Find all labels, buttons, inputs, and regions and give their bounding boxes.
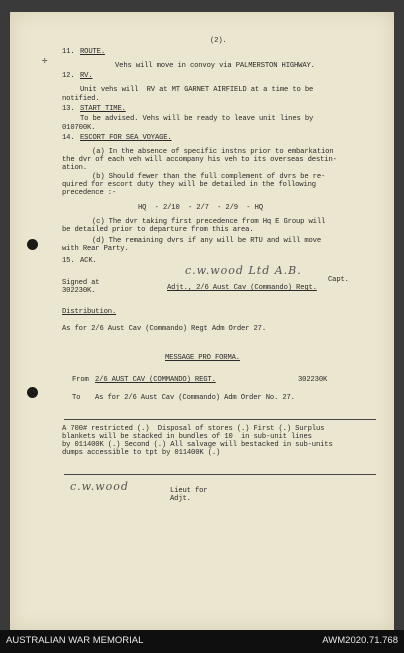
- to-value: As for 2/6 Aust Cav (Commando) Adm Order No. 27.: [95, 394, 295, 402]
- signed-role: Adjt., 2/6 Aust Cav (Commando) Regt.: [167, 284, 317, 292]
- item-14-b-2: quired for escort duty they will be detailed in the following: [62, 181, 316, 189]
- from-label: From: [72, 376, 89, 384]
- item-15-num: 15.: [62, 257, 75, 265]
- message-body-2: blankets will be stacked in bundles of 10 in sub-unit lines: [62, 433, 312, 441]
- item-13-text-1: To be advised. Vehs will be ready to leave unit lines by: [80, 115, 314, 123]
- message-body-4: dumps accessible to tpt by 011400K (.): [62, 449, 221, 457]
- item-14-head: ESCORT FOR SEA VOYAGE.: [80, 134, 172, 142]
- message-title: MESSAGE PRO FORMA.: [165, 354, 240, 362]
- page-number: (2).: [210, 37, 227, 45]
- item-11-text: Vehs will move in convoy via PALMERSTON HIGHWAY.: [115, 62, 315, 70]
- footer-source: AUSTRALIAN WAR MEMORIAL: [6, 635, 144, 646]
- punch-hole-bottom: [27, 387, 38, 398]
- item-12-text-1: Unit vehs will RV at MT GARNET AIRFIELD at a time to be: [80, 86, 314, 94]
- signed-label: Signed at: [62, 279, 100, 287]
- from-time: 302230K: [298, 376, 328, 384]
- item-11-num: 11.: [62, 48, 75, 56]
- signed-rank: Capt.: [328, 276, 349, 284]
- item-12-text-2: notified.: [62, 95, 100, 103]
- from-value: 2/6 AUST CAV (COMMANDO) REGT.: [95, 376, 216, 384]
- item-14-c-2: be detailed prior to departure from this area.: [62, 226, 254, 234]
- footer-bar: [0, 630, 404, 653]
- item-12-num: 12.: [62, 72, 75, 80]
- message-body-3: by 011400K (.) Second (.) All salvage will bestacked in sub-units: [62, 441, 333, 449]
- signoff-1: Lieut for: [170, 487, 208, 495]
- item-14-a-1: (a) In the absence of specific instns prior to embarkation: [92, 148, 334, 156]
- signoff-2: Adjt.: [170, 495, 191, 503]
- distribution-head: Distribution.: [62, 308, 117, 316]
- message-top-rule: [64, 419, 376, 420]
- margin-mark: ✛: [42, 56, 48, 66]
- item-14-d-2: with Rear Party.: [62, 245, 129, 253]
- item-13-text-2: 010700K.: [62, 124, 96, 132]
- item-14-order: HQ - 2/10 - 2/7 - 2/9 - HQ: [138, 204, 263, 212]
- message-bottom-rule: [64, 474, 376, 475]
- item-13-num: 13.: [62, 105, 75, 113]
- item-13-head: START TIME.: [80, 105, 126, 113]
- item-11-head: ROUTE.: [80, 48, 105, 56]
- item-14-c-1: (c) The dvr taking first precedence from Hq E Group will: [92, 218, 326, 226]
- message-body-1: A 700# restricted (.) Disposal of stores (.) First (.) Surplus: [62, 425, 325, 433]
- item-14-b-3: precedence :-: [62, 189, 117, 197]
- adjt-signature: c.w.wood Ltd A.B.: [185, 264, 302, 277]
- distribution-text: As for 2/6 Aust Cav (Commando) Regt Adm Order 27.: [62, 325, 266, 333]
- item-14-b-1: (b) Should fewer than the full complement of dvrs be re-: [92, 173, 326, 181]
- punch-hole-top: [27, 239, 38, 250]
- item-15-head: ACK.: [80, 257, 97, 265]
- item-14-a-2: the dvr of each veh will accompany his veh to its overseas destin-: [62, 156, 337, 164]
- signed-time: 302230K.: [62, 287, 96, 295]
- footer-accession: AWM2020.71.768: [322, 635, 398, 646]
- lieut-signature: c.w.wood: [70, 480, 129, 493]
- item-14-d-1: (d) The remaining dvrs if any will be RTU and will move: [92, 237, 321, 245]
- document-page: [10, 12, 394, 630]
- item-14-a-3: ation.: [62, 164, 87, 172]
- item-12-head: RV.: [80, 72, 93, 80]
- item-14-num: 14.: [62, 134, 75, 142]
- to-label: To: [72, 394, 81, 402]
